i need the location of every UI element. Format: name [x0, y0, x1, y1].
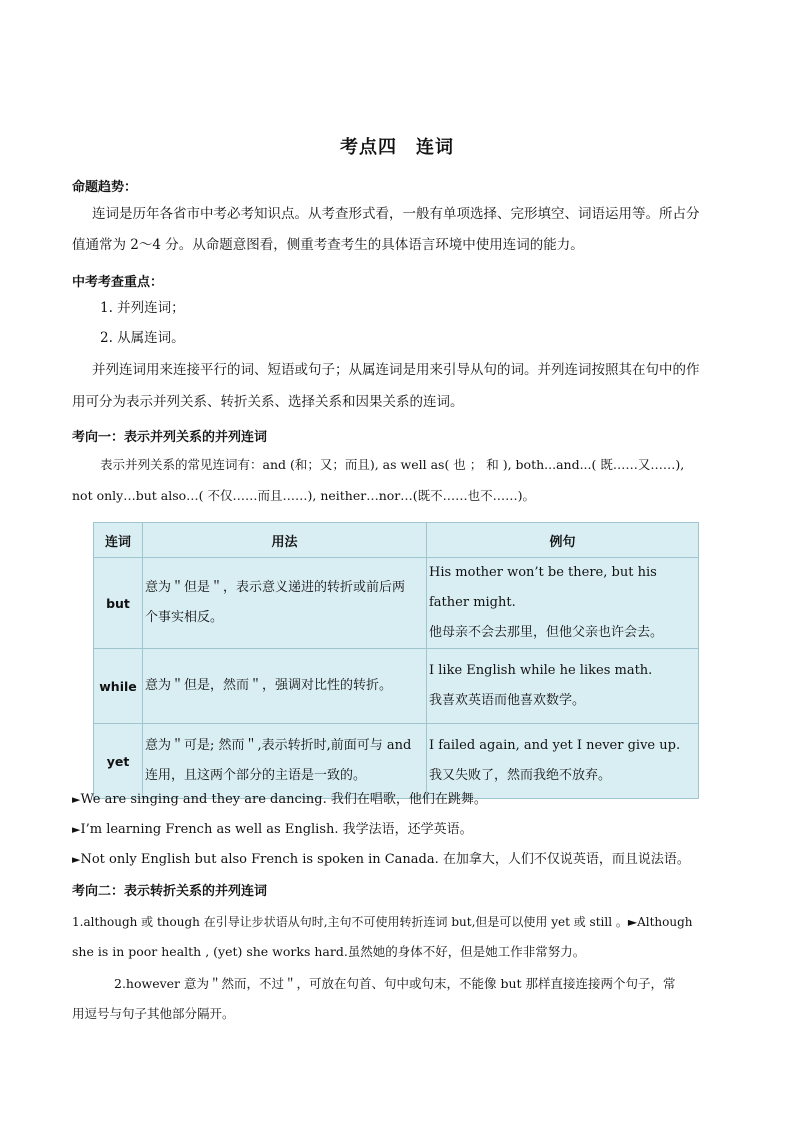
usage-line-1: 意为＂但是，然而＂，强调对比性的转折。: [145, 678, 393, 693]
example-chinese: 我喜欢英语而他喜欢数学。: [429, 693, 586, 708]
focus-paragraph-line-2: 用可分为表示并列关系、转折关系、选择关系和因果关系的连词。: [72, 394, 464, 410]
section-two-line-3: 2.however 意为＂然而，不过＂，可放在句首、句中或句末，不能像 but 那样直接连接两个句子，常: [114, 976, 676, 991]
table-header-row: [94, 523, 699, 558]
section-two-heading: 考向二：表示转折关系的并列连词: [72, 884, 268, 899]
usage-line-1: 意为＂可是; 然而＂,表示转折时,前面可与 and: [145, 738, 412, 753]
example-sentence-2: ►I’m learning French as well as English. 我学法语，还学英语。: [72, 822, 473, 837]
trend-paragraph-line-2: 值通常为 2～4 分。从命题意图看，侧重考查考生的具体语言环境中使用连词的能力。: [72, 237, 584, 253]
table-cell-example: [427, 558, 699, 649]
table-row: [94, 558, 699, 649]
table-cell-usage: [143, 649, 427, 724]
usage-line-2: 连用，且这两个部分的主语是一致的。: [145, 768, 367, 783]
example-english: I like English while he likes math.: [429, 663, 653, 678]
table-header-example: 例句: [427, 523, 699, 558]
conjunction-table: [93, 522, 699, 799]
focus-item-1: 1. 并列连词；: [100, 300, 185, 316]
trend-heading: 命题趋势：: [72, 180, 138, 195]
table-cell-usage: [143, 558, 427, 649]
trend-paragraph-line-1: 连词是历年各省市中考必考知识点。从考查形式看，一般有单项选择、完形填空、词语运用等。所占分: [92, 206, 700, 222]
table-cell-word: while: [94, 649, 143, 724]
example-english: I failed again, and yet I never give up.: [429, 738, 681, 753]
section-two-line-1: 1.although 或 though 在引导让步状语从句时,主句不可使用转折连词 but,但是可以使用 yet 或 still 。►Although: [72, 915, 693, 929]
table-cell-word: yet: [94, 724, 143, 799]
example-english: His mother won’t be there, but his father might.: [429, 565, 657, 610]
table-header-usage: 用法: [143, 523, 427, 558]
table-cell-example: [427, 649, 699, 724]
page-title: 考点四 连词: [340, 137, 454, 158]
table-cell-word: but: [94, 558, 143, 649]
section-one-heading: 考向一：表示并列关系的并列连词: [72, 430, 268, 445]
example-sentence-3: ►Not only English but also French is spoken in Canada. 在加拿大，人们不仅说英语，而且说法语。: [72, 852, 690, 867]
focus-heading: 中考考查重点：: [72, 275, 164, 290]
pointer-triangle-icon: ►: [72, 823, 81, 836]
section-two-line-4: 用逗号与句子其他部分隔开。: [72, 1006, 235, 1021]
focus-item-2: 2. 从属连词。: [100, 330, 185, 346]
example-chinese: 我又失败了，然而我绝不放弃。: [429, 768, 612, 783]
section-two-line-2: she is in poor health , (yet) she works hard.虽然她的身体不好，但是她工作非常努力。: [72, 944, 586, 959]
focus-paragraph-line-1: 并列连词用来连接平行的词、短语或句子；从属连词是用来引导从句的词。并列连词按照其在句中的作: [92, 362, 700, 378]
pointer-triangle-icon: ►: [72, 793, 81, 806]
usage-line-2: 个事实相反。: [145, 610, 224, 625]
section-one-line-1: 表示并列关系的常见连词有：and (和；又；而且), as well as( 也 ； 和 ), both...and...( 既……又……),: [100, 457, 685, 472]
usage-line-1: 意为＂但是＂，表示意义递进的转折或前后两: [145, 580, 406, 595]
pointer-triangle-icon: ►: [72, 853, 81, 866]
example-chinese: 他母亲不会去那里，但他父亲也许会去。: [429, 625, 664, 640]
section-one-line-2: not only…but also…( 不仅……而且……), neither…nor…(既不……也不……)。: [72, 488, 536, 503]
table-row: [94, 649, 699, 724]
example-sentence-1: ►We are singing and they are dancing. 我们在唱歌，他们在跳舞。: [72, 792, 487, 807]
table-header-word: 连词: [94, 523, 143, 558]
